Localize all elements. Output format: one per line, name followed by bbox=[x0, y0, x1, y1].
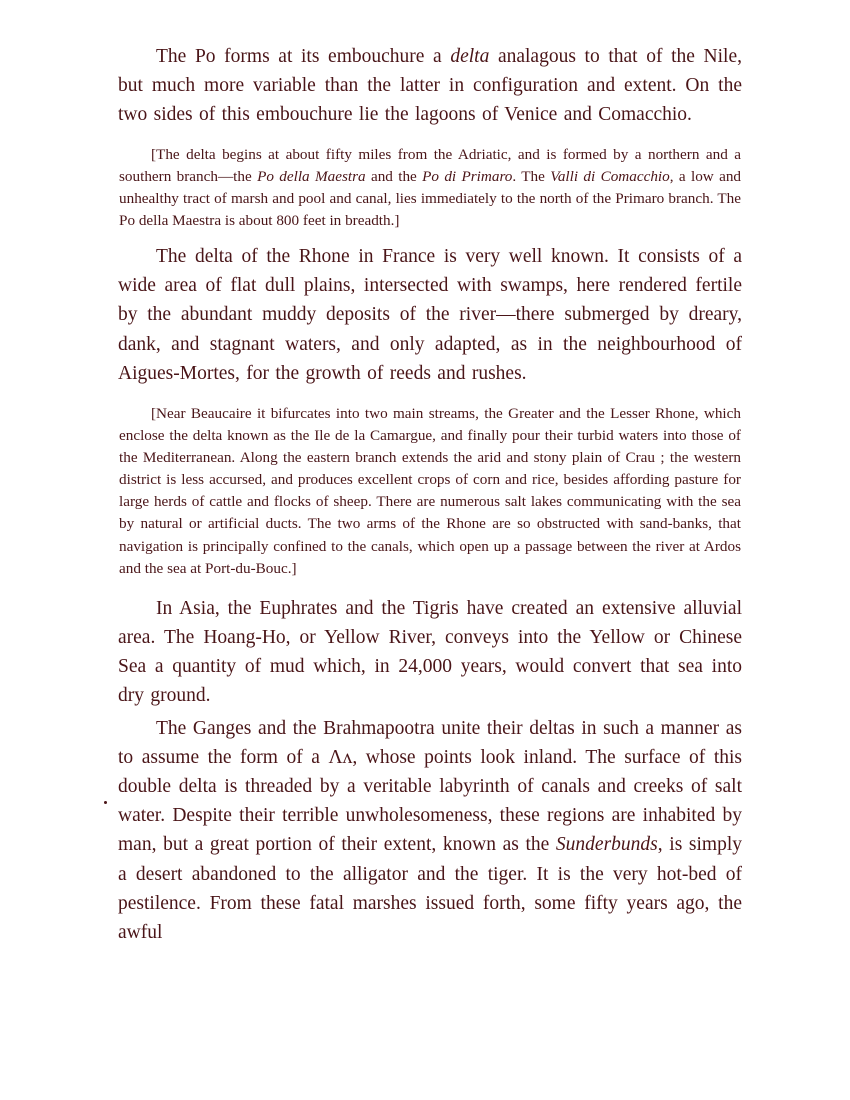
paragraph-rhone-delta bbox=[118, 242, 742, 388]
text-run: . The bbox=[512, 167, 551, 185]
text-run: The Ganges and the Brahmapootra unite their deltas in such a manner as to assume the form of a Ʌʌ, whose points look inland. The surface of this double delta is threaded by a veritable labyrinth of canals and creeks of salt water. Despite their terrible unwholesomeness, these regions are inhabited by man, but a great portion of their extent, known as the bbox=[118, 717, 742, 856]
note-rhone-streams bbox=[119, 403, 741, 580]
italic-term: Po della Maestra bbox=[257, 167, 366, 185]
text-run: The delta of the Rhone in France is very well known. It consists of a wide area of flat dull plains, intersected with swamps, here rendered fertile by the abundant muddy deposits of the river—there submerged by dreary, dank, and stagnant waters, and only adapted, as in the neighbourhood of Aigues-Mortes, for the growth of reeds and rushes. bbox=[118, 245, 742, 384]
text-run: [The delta begins at about fifty miles from the Adriatic, and is formed by a northern and a southern branch—the bbox=[119, 145, 741, 185]
text-run: , a low and unhealthy tract of marsh and pool and canal, lies immediately to the north of the Primaro branch. The Po della Maestra is about 800 feet in breadth.] bbox=[119, 167, 742, 229]
paragraph-po-delta bbox=[118, 42, 742, 130]
italic-term: Sunderbunds bbox=[555, 834, 658, 856]
italic-term: Valli di Comacchio bbox=[550, 167, 670, 185]
text-run: , is simply a desert abandoned to the alligator and the tiger. It is the very hot-bed of pestilence. From these fatal marshes issued forth, some fifty years ago, the awful bbox=[118, 834, 743, 943]
paragraph-ganges-delta bbox=[118, 714, 742, 948]
text-run: [Near Beaucaire it bifurcates into two main streams, the Greater and the Lesser Rhone, which enclose the delta known as the Ile de la Camargue, and finally pour their turbid waters into those of the Mediterranean. Along the eastern branch extends the arid and stony plain of Crau ; the western district is less accursed, and produces excellent crops of corn and rice, besides affording pasture for large herds of cattle and flocks of sheep. There are numerous salt lakes communicating with the sea by natural or artificial ducts. The two arms of the Rhone are so obstructed with sand-banks, that navigation is principally confined to the canals, which open up a passage between the river at Ardos and the sea at Port-du-Bouc.] bbox=[119, 405, 741, 577]
text-run: In Asia, the Euphrates and the Tigris have created an extensive alluvial area. The Hoang-Ho, or Yellow River, conveys into the Yellow or Chinese Sea a quantity of mud which, in 24,000 years, would convert that sea into dry ground. bbox=[118, 597, 742, 707]
text-run: analagous to that of the Nile, but much more variable than the latter in configuration and extent. On the two sides of this embouchure lie the lagoons of Venice and Comacchio. bbox=[118, 46, 742, 126]
text-run: and the bbox=[365, 167, 423, 185]
italic-term: Po di Primaro bbox=[422, 167, 513, 185]
margin-ink-dot bbox=[104, 801, 107, 804]
text-run: The Po forms at its embouchure a bbox=[156, 46, 451, 67]
note-po-delta-branches bbox=[119, 144, 741, 232]
italic-term: delta bbox=[450, 46, 490, 67]
paragraph-asia-rivers bbox=[118, 594, 742, 711]
